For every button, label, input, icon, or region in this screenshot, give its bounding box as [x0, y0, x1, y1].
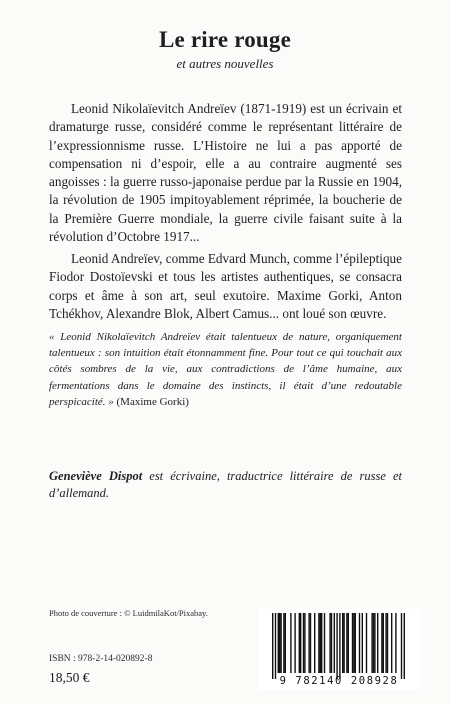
translator-description: est écrivaine, traductrice littéraire de russe et d’allemand.	[49, 469, 403, 500]
barcode-bar	[310, 613, 311, 673]
barcode-bar	[290, 613, 291, 673]
price: 18,50 €	[49, 670, 90, 685]
barcode-bar	[362, 613, 363, 673]
barcode-bar	[355, 613, 356, 673]
barcode-bar	[280, 613, 281, 673]
barcode-bar	[299, 613, 300, 673]
barcode-bar	[275, 613, 276, 679]
barcode-bar	[318, 613, 319, 673]
barcode-bar	[348, 613, 349, 673]
barcode-bar	[321, 613, 322, 673]
barcode-bar	[283, 613, 284, 673]
barcode-bar	[383, 613, 384, 673]
barcode-bar	[278, 613, 279, 673]
barcode-bar	[304, 613, 305, 673]
photo-credit: Photo de couverture : © LuidmilaKot/Pixabay.	[49, 608, 208, 618]
barcode-bar	[308, 613, 309, 673]
barcode-bar	[346, 613, 347, 673]
barcode-bar	[404, 613, 405, 679]
barcode-bar	[336, 613, 337, 679]
author-legacy-paragraph: Leonid Andreïev, comme Edvard Munch, comme l’épileptique Fiodor Dostoïevski et tous les artistes authentiques, se consacra corps et âme à son art, seul exutoire. Maxime Gorki, Anton Tchékhov, Alexandre Blok, Albert Camus... ont loué son œuvre.	[49, 251, 402, 321]
barcode-bar	[334, 613, 335, 673]
author-bio-paragraph: Leonid Nikolaïevitch Andreïev (1871-1919) est un écrivain et dramaturge russe, considéré comme le représentant littéraire de l’expressionnisme russe. L’Histoire ne lui a pas apporté de compensation ni d’espoir, elle a au contraire augmenté ses angoisses : la guerre russo-japonaise perdue par la Russie en 1904, la révolution de 1905 impitoyablement réprimée, la boucherie de la Première Guerre mondiale, la guerre civile faisant suite à la révolution d’Octobre 1917...	[49, 101, 402, 245]
barcode-bar	[385, 613, 386, 673]
barcode-bar	[366, 613, 367, 673]
barcode-bar	[339, 613, 340, 679]
quote-attribution: (Maxime Gorki)	[116, 395, 189, 408]
barcode-bar	[324, 613, 325, 673]
barcode-bar	[294, 613, 295, 673]
barcode-bar	[331, 613, 332, 673]
barcode-bar	[285, 613, 286, 673]
barcode-bar	[279, 613, 280, 673]
barcode-bar	[371, 613, 372, 673]
gorki-quote	[49, 329, 402, 410]
barcode-bar	[329, 613, 330, 673]
barcode-bar	[395, 613, 396, 673]
barcode-bar	[374, 613, 375, 673]
barcode-bar	[359, 613, 360, 673]
quote-text: « Leonid Nikolaïevitch Andreïev était talentueux de nature, organiquement talentueux : son intuition était étonnamment fine. Pour tout ce qui touchait aux côtés sombres de la vie, aux contradictions de l’âme humaine, aux fermentations dans le domaine des instincts, il était d’une redoutable perspicacité. »	[49, 331, 402, 408]
translator-note	[49, 468, 402, 502]
barcode-bar	[373, 613, 374, 673]
barcode-bar	[377, 613, 378, 673]
barcode-bar	[320, 613, 321, 673]
barcode-bar	[387, 613, 388, 673]
barcode-bar	[352, 613, 353, 673]
barcode-bar	[381, 613, 382, 673]
barcode-bar	[303, 613, 304, 673]
barcode-bar	[353, 613, 354, 673]
barcode-bar	[343, 613, 344, 673]
barcode-digits: 9 782140 208928	[279, 675, 399, 687]
translator-name: Geneviève Dispot	[49, 469, 143, 483]
book-subtitle: et autres nouvelles	[176, 56, 274, 71]
barcode-bar	[342, 613, 343, 673]
barcode-bar	[272, 613, 273, 679]
barcode-bar	[314, 613, 315, 673]
isbn: ISBN : 978-2-14-020892-8	[49, 654, 153, 664]
barcode-bar	[300, 613, 301, 673]
barcode-bar	[391, 613, 392, 673]
barcode-bar	[401, 613, 402, 679]
book-title: Le rire rouge	[158, 27, 292, 52]
